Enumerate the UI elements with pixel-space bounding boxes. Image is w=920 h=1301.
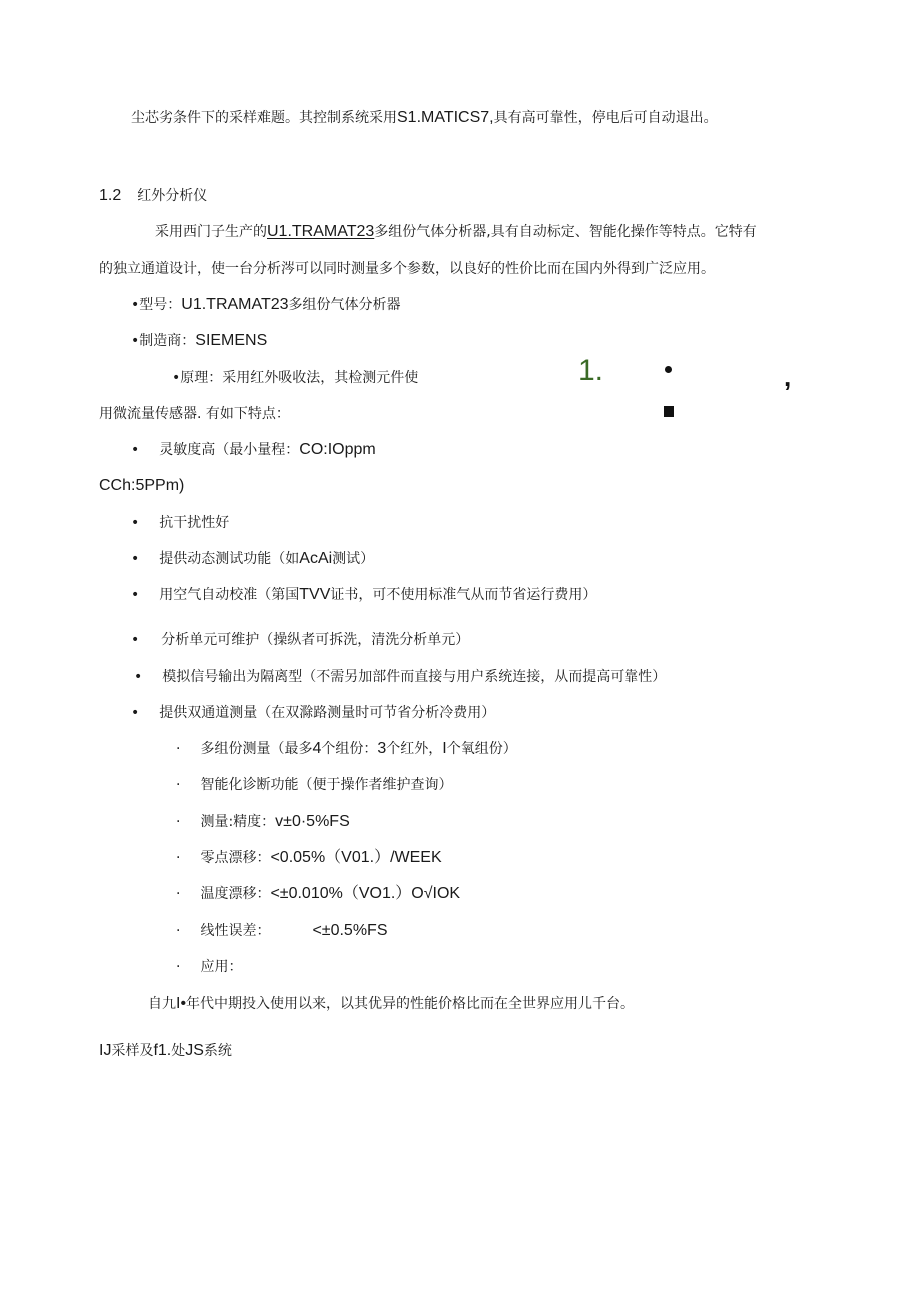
conclusion-paragraph bbox=[148, 994, 634, 1014]
text: 具有高可靠性，停电后可自动退出。 bbox=[493, 110, 718, 126]
feature-item bbox=[131, 585, 596, 605]
section-number: 1.2 bbox=[99, 187, 122, 204]
feature-item bbox=[134, 667, 666, 687]
text: f1. bbox=[153, 1042, 172, 1059]
text: JS bbox=[185, 1042, 204, 1059]
text: 用微流量传感器. 有如下特点： bbox=[99, 406, 290, 422]
text: 分析单元可维护（操纵者可拆洗，清洗分析单元） bbox=[161, 632, 470, 648]
sub-feature-item bbox=[176, 957, 242, 977]
text: S1.MATICS7, bbox=[397, 109, 494, 126]
bullet-icon: · bbox=[176, 777, 181, 793]
bullet-icon: • bbox=[131, 515, 140, 531]
text: 采用西门子生产的 bbox=[155, 224, 267, 240]
section-heading-1-2 bbox=[99, 186, 207, 206]
text: 线性误差： bbox=[200, 923, 271, 939]
next-section-heading bbox=[99, 1041, 232, 1061]
text: 个组份： bbox=[321, 741, 378, 757]
feature-item bbox=[131, 513, 229, 533]
bullet-icon: · bbox=[176, 850, 181, 866]
value: U1.TRAMAT23 bbox=[181, 296, 289, 313]
artifact-number: 1. bbox=[578, 354, 604, 387]
spec-maker bbox=[131, 331, 267, 351]
text: 自九 bbox=[148, 996, 176, 1012]
feature-item bbox=[131, 703, 495, 723]
text: I bbox=[442, 740, 447, 757]
intro-line-2 bbox=[99, 259, 715, 279]
text: 抗干扰性好 bbox=[159, 515, 230, 531]
text: 尘芯劣条件下的采样难题。其控制系统采用 bbox=[131, 110, 397, 126]
text: 年代中期投入使用以来，以其优异的性能价格比而在全世界应用儿千台。 bbox=[186, 996, 635, 1012]
text: I• bbox=[176, 995, 187, 1012]
text: •原理：采用红外吸收法，其检测元件使 bbox=[172, 370, 419, 386]
text: <±0.010%（VO1.）O√IOK bbox=[270, 885, 461, 902]
text: v±0·5%FS bbox=[275, 813, 350, 830]
text: U1.TRAMAT23 bbox=[267, 223, 375, 240]
text: 测试） bbox=[332, 551, 375, 567]
spec-model bbox=[131, 295, 401, 315]
text: 零点漂移： bbox=[200, 850, 271, 866]
text: 多组份气体分析器 bbox=[288, 297, 401, 313]
sub-feature-item bbox=[176, 884, 460, 904]
text: 温度漂移： bbox=[200, 886, 271, 902]
text: <±0.5%FS bbox=[312, 922, 388, 939]
bullet-icon: · bbox=[176, 959, 181, 975]
sub-feature-item bbox=[176, 812, 350, 832]
text: 用空气自动校准（第国 bbox=[159, 587, 300, 603]
bullet-icon: • bbox=[131, 705, 140, 721]
feature-item bbox=[131, 549, 374, 569]
text: IJ bbox=[99, 1042, 112, 1059]
text: 提供双通道测量（在双滁路测量时可节省分析冷费用） bbox=[159, 705, 496, 721]
sub-feature-item bbox=[176, 775, 452, 795]
sub-feature-item bbox=[176, 739, 517, 759]
value: SIEMENS bbox=[195, 332, 268, 349]
feature-item bbox=[131, 440, 376, 460]
text: 智能化诊断功能（便于操作者维护查询） bbox=[200, 777, 453, 793]
text: CO:IOppm bbox=[299, 441, 376, 458]
bullet-icon: · bbox=[176, 741, 181, 757]
sub-feature-item bbox=[176, 921, 388, 941]
text: 多组份测量（最多 bbox=[200, 741, 313, 757]
section-title: 红外分析仪 bbox=[137, 188, 208, 204]
spec-principle bbox=[172, 368, 418, 388]
bullet-icon: · bbox=[176, 886, 181, 902]
paragraph-line-1 bbox=[131, 108, 718, 128]
bullet-icon: • bbox=[131, 632, 140, 648]
text: 处 bbox=[171, 1043, 186, 1059]
text: 应用： bbox=[200, 959, 243, 975]
text: TVV bbox=[299, 586, 331, 603]
feature-item bbox=[131, 630, 469, 650]
bullet-icon: • bbox=[131, 551, 140, 567]
text: 采样及 bbox=[111, 1043, 154, 1059]
label: •型号： bbox=[131, 297, 182, 313]
text: 提供动态测试功能（如 bbox=[159, 551, 300, 567]
text: 系统 bbox=[203, 1043, 232, 1059]
text: 测量:精度： bbox=[200, 814, 276, 830]
feature-item-cont bbox=[99, 476, 184, 496]
bullet-icon: · bbox=[176, 814, 181, 830]
artifact-square bbox=[664, 406, 674, 417]
text: 证书，可不使用标准气从而节省运行费用） bbox=[330, 587, 597, 603]
text: 4 bbox=[312, 740, 322, 757]
text: <0.05%（V01.）/WEEK bbox=[270, 849, 442, 866]
text: 3 bbox=[377, 740, 387, 757]
bullet-icon: · bbox=[176, 923, 181, 939]
text: 个红外， bbox=[386, 741, 443, 757]
sub-feature-item bbox=[176, 848, 442, 868]
artifact-dot bbox=[665, 366, 672, 373]
text: 多组份气体分析器,具有自动标定、智能化操作等特点。它特有 bbox=[374, 224, 757, 240]
text: 灵敏度高（最小量程： bbox=[159, 442, 300, 458]
text: CCh:5PPm) bbox=[99, 477, 185, 494]
text: 模拟信号输出为隔离型（不需另加部件而直接与用户系统连接，从而提高可靠性） bbox=[162, 669, 667, 685]
bullet-icon: • bbox=[131, 442, 140, 458]
text: 的独立通道设计，使一台分析涔可以同时测量多个参数，以良好的性价比而在国内外得到广泛应用。 bbox=[99, 261, 715, 277]
label: •制造商： bbox=[131, 333, 196, 349]
bullet-icon: • bbox=[134, 669, 143, 685]
intro-line-1 bbox=[155, 222, 757, 242]
text: 个氧组份） bbox=[446, 741, 517, 757]
bullet-icon: • bbox=[131, 587, 140, 603]
text: AcAi bbox=[299, 550, 333, 567]
spec-principle-cont bbox=[99, 404, 290, 424]
artifact-comma: , bbox=[784, 362, 792, 392]
